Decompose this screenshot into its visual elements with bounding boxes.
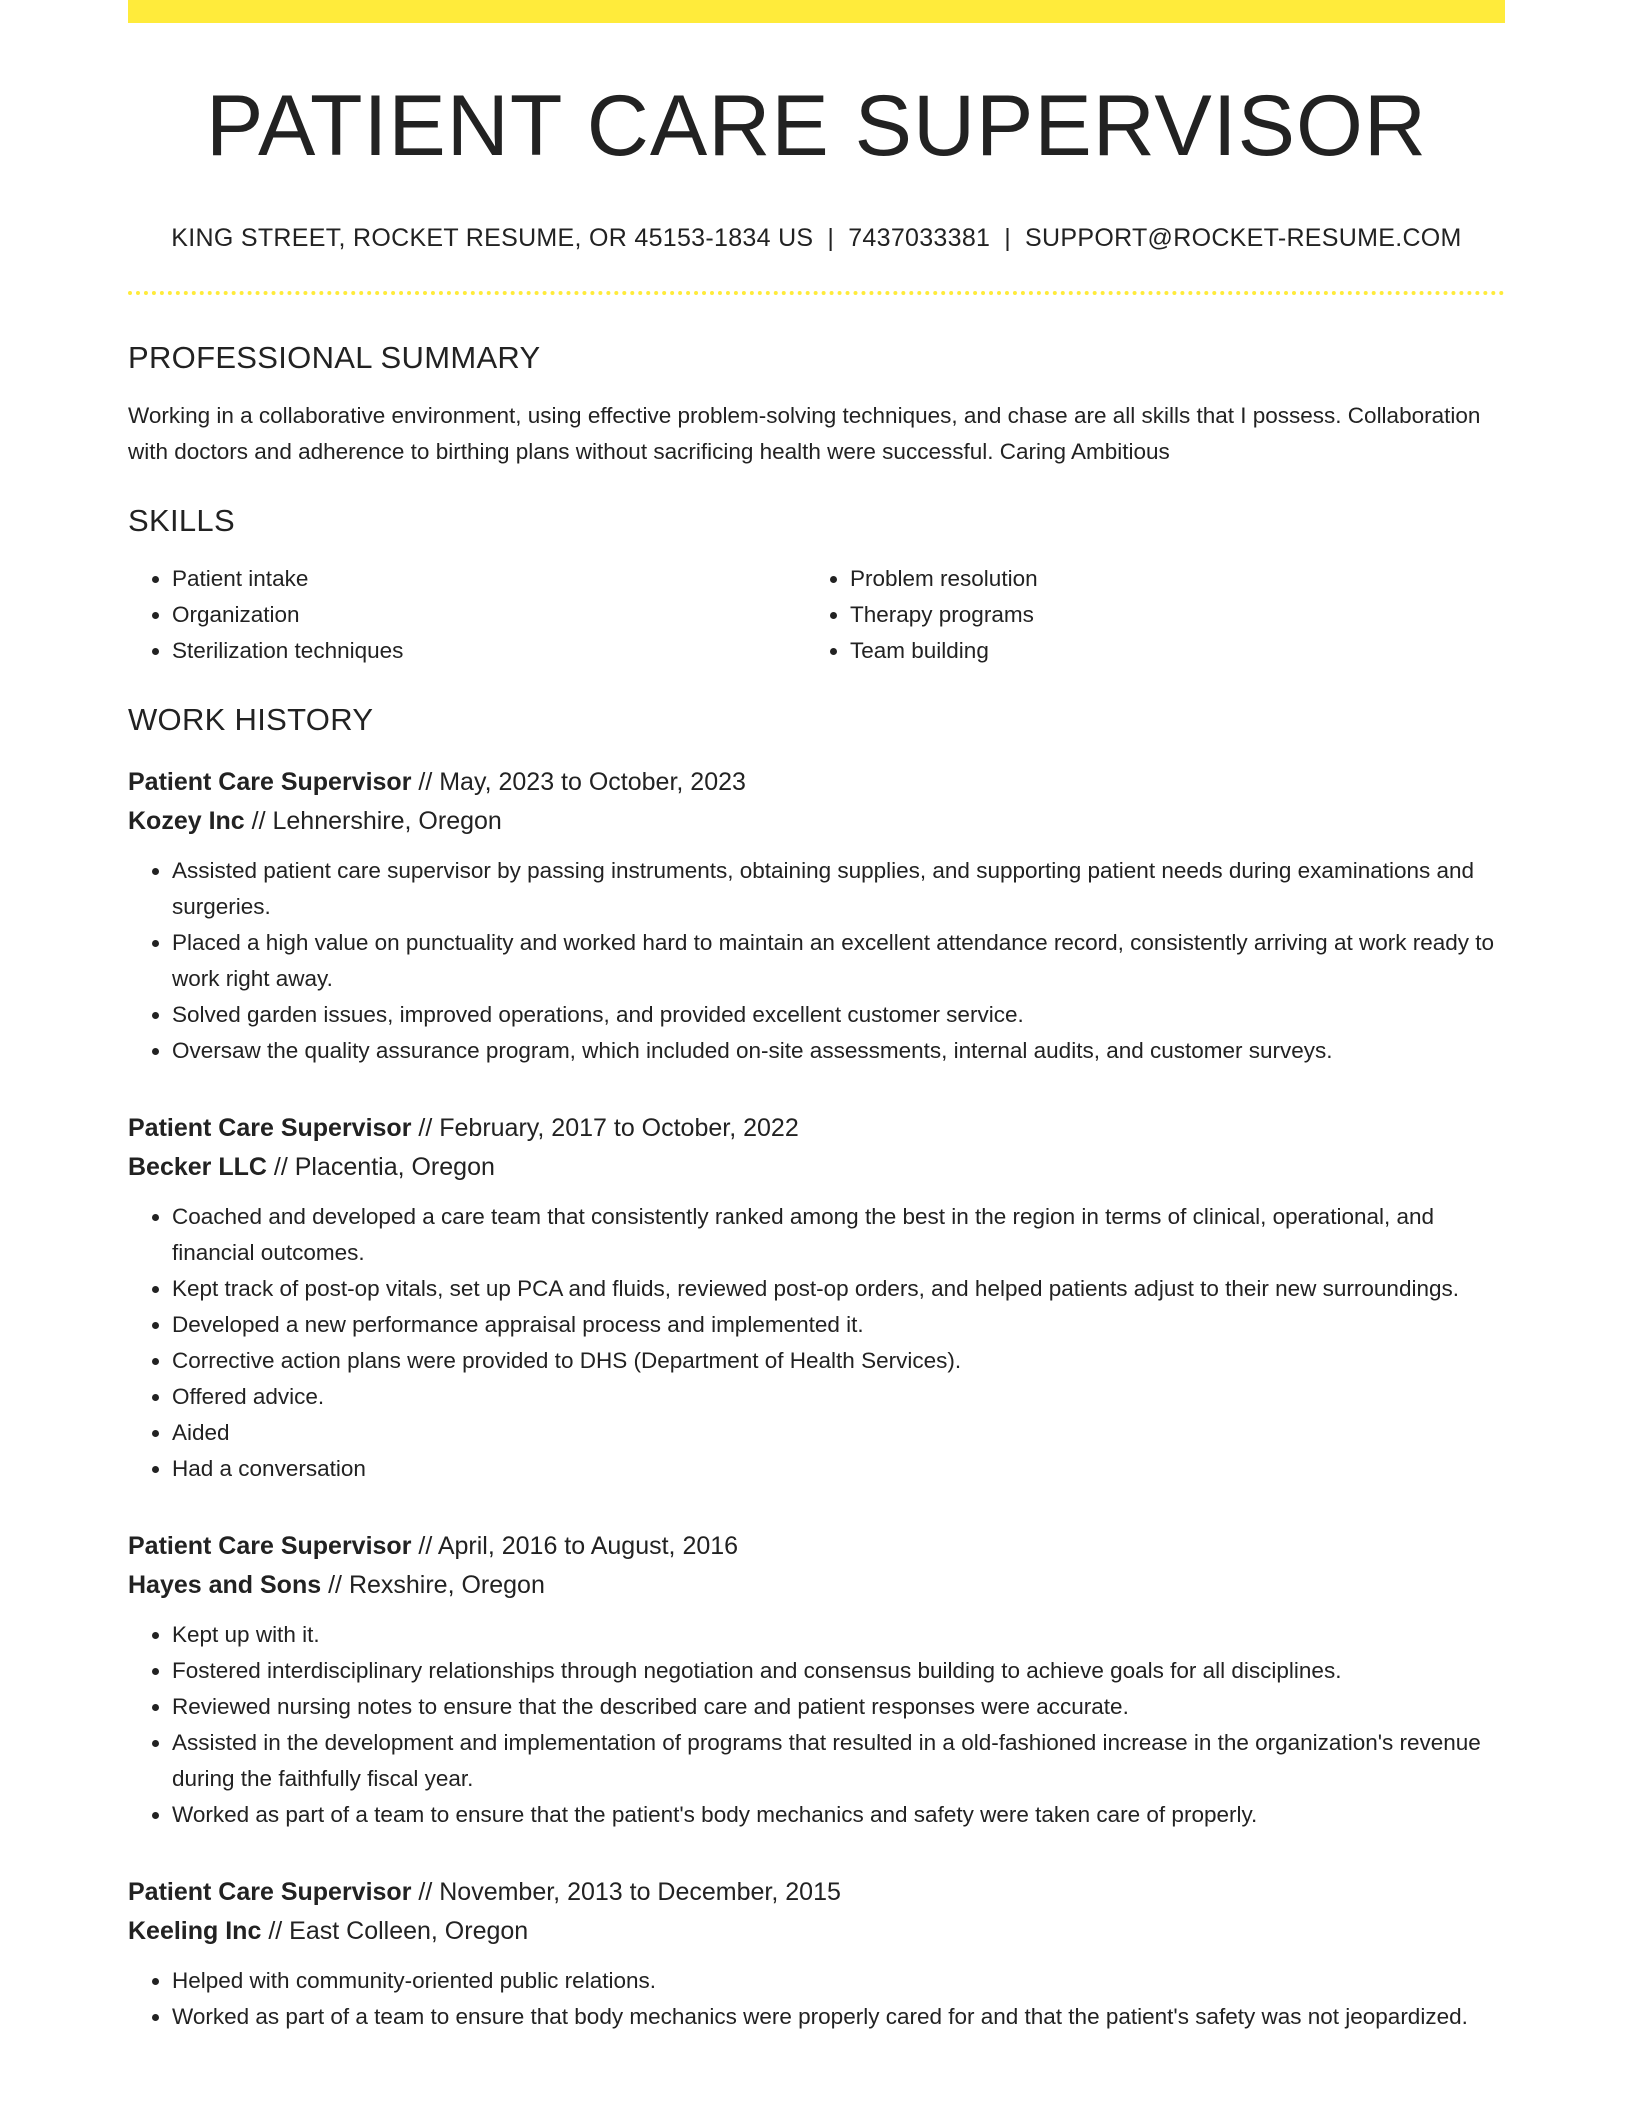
- job-separator: //: [411, 1113, 440, 1142]
- job-location: East Colleen, Oregon: [289, 1916, 529, 1945]
- skill-item: • Team building: [850, 633, 1484, 669]
- job-entry: [128, 763, 1505, 1069]
- contact-separator: |: [827, 224, 835, 252]
- job-bullet: • Coached and developed a care team that consistently ranked among the best in the region in terms of clinical, operational, and financial outcomes.: [172, 1199, 1505, 1271]
- job-separator: //: [321, 1570, 349, 1599]
- job-bullet: • Solved garden issues, improved operations, and provided excellent customer service.: [172, 997, 1505, 1033]
- job-bullet: • Kept up with it.: [172, 1617, 1505, 1653]
- job-location: Lehnershire, Oregon: [272, 806, 502, 835]
- job-entry: [128, 1873, 1505, 2035]
- job-bullets: [128, 1199, 1505, 1487]
- job-bullet: • Oversaw the quality assurance program, which included on-site assessments, internal audits, and customer surveys.: [172, 1033, 1505, 1069]
- job-bullet: • Placed a high value on punctuality and worked hard to maintain an excellent attendance record, consistently arriving at work ready to work right away.: [172, 925, 1505, 997]
- job-bullet: • Aided: [172, 1415, 1505, 1451]
- job-title: Patient Care Supervisor: [128, 767, 412, 796]
- job-dates: February, 2017 to October, 2022: [439, 1113, 799, 1142]
- job-separator: //: [261, 1916, 290, 1945]
- skills-column-left: [128, 561, 806, 669]
- job-location: Placentia, Oregon: [294, 1152, 495, 1181]
- job-bullet: • Kept track of post-op vitals, set up PCA and fluids, reviewed post-op orders, and helped patients adjust to their new surroundings.: [172, 1271, 1505, 1307]
- job-entry: [128, 1109, 1505, 1487]
- job-bullet: • Reviewed nursing notes to ensure that the described care and patient responses were accurate.: [172, 1689, 1505, 1725]
- job-dates: May, 2023 to October, 2023: [439, 767, 746, 796]
- skills-column-right: [806, 561, 1484, 669]
- job-bullet: • Assisted patient care supervisor by passing instruments, obtaining supplies, and supporting patient needs during examinations and surgeries.: [172, 853, 1505, 925]
- resume-title: PATIENT CARE SUPERVISOR: [206, 78, 1427, 174]
- job-bullet: • Developed a new performance appraisal process and implemented it.: [172, 1307, 1505, 1343]
- job-dates: April, 2016 to August, 2016: [437, 1531, 739, 1560]
- job-company-line: [128, 1566, 1505, 1605]
- contact-address: KING STREET, ROCKET RESUME, OR 45153-1834 US: [171, 224, 814, 252]
- job-bullet: • Fostered interdisciplinary relationships through negotiation and consensus building to achieve goals for all disciplines.: [172, 1653, 1505, 1689]
- job-bullet: • Had a conversation: [172, 1451, 1505, 1487]
- job-title-line: [128, 763, 1505, 802]
- job-separator: //: [411, 1531, 438, 1560]
- job-bullets: [128, 1617, 1505, 1833]
- job-separator: //: [244, 806, 273, 835]
- skill-item: • Sterilization techniques: [172, 633, 806, 669]
- job-company: Kozey Inc: [128, 806, 245, 835]
- job-separator: //: [411, 1877, 440, 1906]
- job-bullet: • Assisted in the development and implementation of programs that resulted in a old-fashioned increase in the organization's revenue during the faithfully fiscal year.: [172, 1725, 1505, 1797]
- job-bullets: [128, 853, 1505, 1069]
- summary-text: Working in a collaborative environment, using effective problem-solving techniques, and chase are all skills that I possess. Collaboration with doctors and adherence to birthing plans without sacrificing health were successful. Caring Ambitious: [128, 403, 1481, 465]
- resume-page: [128, 0, 1505, 2035]
- job-title: Patient Care Supervisor: [128, 1531, 412, 1560]
- job-separator: //: [266, 1152, 295, 1181]
- job-company-line: [128, 1912, 1505, 1951]
- top-accent-bar: [128, 0, 1505, 23]
- job-bullet: • Corrective action plans were provided to DHS (Department of Health Services).: [172, 1343, 1505, 1379]
- job-bullet: • Worked as part of a team to ensure that body mechanics were properly cared for and that the patient's safety was not jeopardized.: [172, 1999, 1505, 2035]
- contact-email: SUPPORT@ROCKET-RESUME.COM: [1025, 224, 1462, 252]
- job-title: Patient Care Supervisor: [128, 1877, 412, 1906]
- job-bullet: • Offered advice.: [172, 1379, 1505, 1415]
- contact-line: [128, 223, 1505, 253]
- header-divider: [128, 291, 1505, 295]
- contact-separator: |: [1004, 224, 1012, 252]
- summary-heading: PROFESSIONAL SUMMARY: [128, 340, 541, 375]
- job-company: Hayes and Sons: [128, 1570, 322, 1599]
- work-history-heading: WORK HISTORY: [128, 702, 374, 738]
- skill-item: • Therapy programs: [850, 597, 1484, 633]
- job-location: Rexshire, Oregon: [348, 1570, 545, 1599]
- skills-heading: SKILLS: [128, 503, 235, 539]
- job-company-line: [128, 802, 1505, 841]
- job-title-line: [128, 1109, 1505, 1148]
- skill-item: • Organization: [172, 597, 806, 633]
- job-company-line: [128, 1148, 1505, 1187]
- job-title: Patient Care Supervisor: [128, 1113, 412, 1142]
- job-bullet: • Helped with community-oriented public relations.: [172, 1963, 1505, 1999]
- job-company: Keeling Inc: [128, 1916, 262, 1945]
- job-bullet: • Worked as part of a team to ensure that the patient's body mechanics and safety were taken care of properly.: [172, 1797, 1505, 1833]
- job-bullets: [128, 1963, 1505, 2035]
- skill-item: • Patient intake: [172, 561, 806, 597]
- contact-phone: 7437033381: [848, 224, 991, 252]
- skills-list: [128, 561, 1505, 669]
- job-company: Becker LLC: [128, 1152, 267, 1181]
- job-entry: [128, 1527, 1505, 1833]
- skill-item: • Problem resolution: [850, 561, 1484, 597]
- job-title-line: [128, 1527, 1505, 1566]
- job-title-line: [128, 1873, 1505, 1912]
- job-dates: November, 2013 to December, 2015: [439, 1877, 841, 1906]
- job-separator: //: [411, 767, 440, 796]
